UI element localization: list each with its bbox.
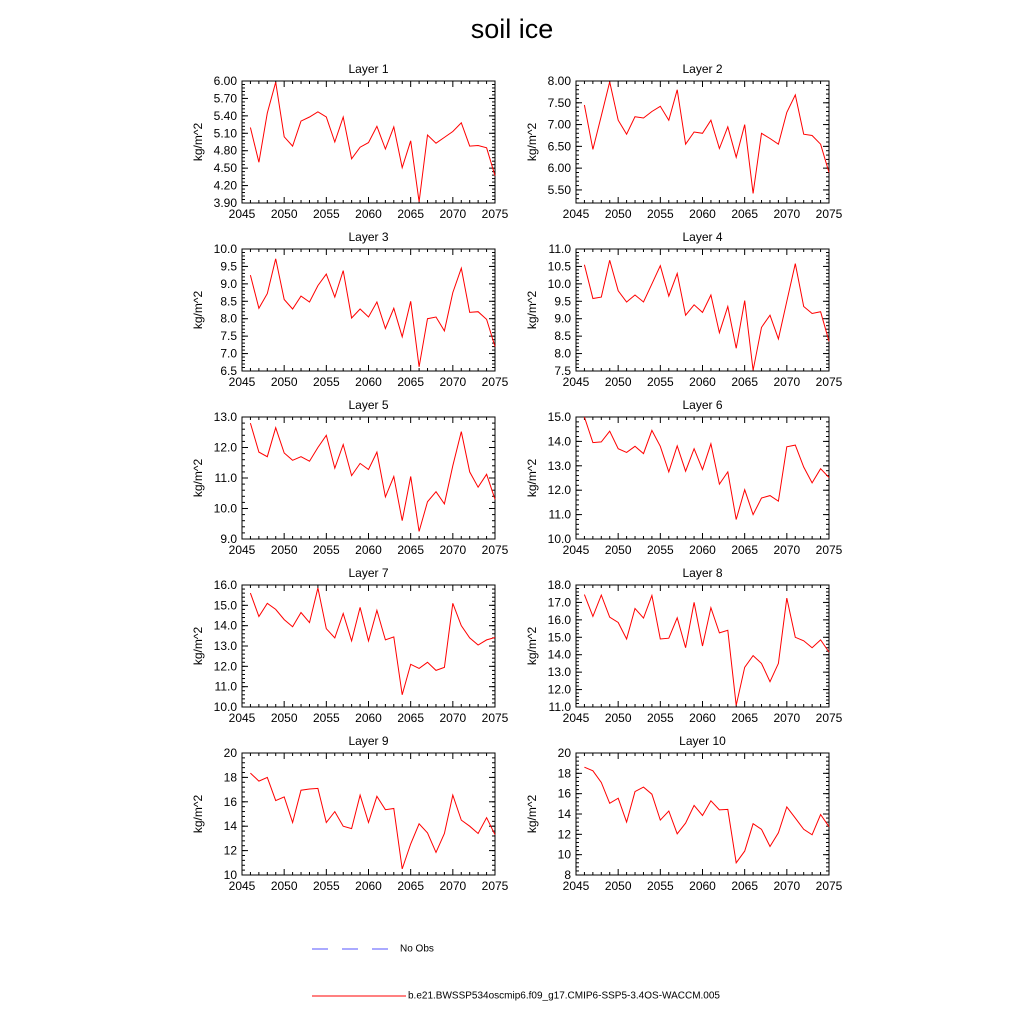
y-axis-label: kg/m^2	[525, 290, 539, 330]
panel-layer-9	[191, 734, 509, 893]
x-tick-label: 2070	[439, 375, 467, 389]
x-tick-label: 2055	[312, 543, 340, 557]
y-tick-label: 11.0	[214, 471, 237, 485]
x-tick-label: 2065	[731, 711, 759, 725]
plot-frame	[576, 249, 829, 371]
x-tick-label: 2060	[689, 879, 716, 893]
y-tick-label: 15.0	[547, 630, 571, 645]
legend-obs-label: No Obs	[400, 943, 434, 955]
y-tick-label: 16.0	[213, 578, 237, 592]
plot-frame	[242, 753, 495, 875]
x-tick-label: 2065	[397, 207, 425, 221]
x-tick-label: 2050	[604, 879, 632, 893]
x-tick-label: 2060	[689, 711, 716, 725]
x-tick-label: 2045	[228, 879, 256, 893]
x-tick-label: 2045	[562, 543, 590, 557]
y-axis-label: kg/m^2	[525, 122, 539, 162]
y-tick-label: 16.0	[547, 612, 571, 627]
x-tick-label: 2050	[270, 207, 298, 221]
y-tick-label: 13.0	[547, 458, 571, 473]
y-tick-label: 14.0	[547, 434, 571, 449]
x-tick-label: 2070	[439, 879, 467, 893]
y-tick-label: 17.0	[547, 595, 571, 610]
x-tick-label: 2055	[646, 543, 674, 557]
x-tick-label: 2050	[270, 543, 298, 557]
legend-model-label: b.e21.BWSSP534oscmip6.f09_g17.CMIP6-SSP5-3.4OS-WACCM.005	[408, 990, 720, 1002]
panel-title: Layer 9	[348, 734, 389, 748]
panel-title: Layer 10	[679, 734, 726, 748]
y-tick-label: 9.0	[220, 532, 237, 546]
y-tick-label: 4.50	[213, 161, 237, 176]
x-tick-label: 2060	[355, 207, 382, 221]
y-tick-label: 14.0	[213, 618, 237, 633]
series-line	[250, 423, 495, 531]
panel-layer-7	[191, 566, 509, 725]
x-tick-label: 2050	[604, 375, 632, 389]
x-tick-label: 2050	[270, 375, 298, 389]
panel-layer-5	[191, 398, 509, 557]
y-tick-label: 12.0	[547, 682, 571, 697]
panel-title: Layer 3	[348, 230, 389, 244]
legend-model-line	[300, 990, 408, 1002]
y-tick-label: 11.0	[548, 507, 571, 522]
y-tick-label: 20	[557, 746, 571, 760]
y-tick-label: 6.50	[547, 139, 571, 154]
series-line	[250, 82, 495, 202]
y-tick-label: 10.5	[547, 259, 571, 274]
y-tick-label: 10	[223, 868, 237, 882]
panel-title: Layer 6	[682, 398, 723, 412]
x-tick-label: 2050	[270, 879, 298, 893]
x-tick-label: 2050	[604, 207, 632, 221]
x-tick-label: 2045	[562, 375, 590, 389]
y-tick-label: 8.0	[554, 346, 571, 361]
y-tick-label: 9.0	[554, 311, 571, 326]
x-tick-label: 2060	[355, 375, 382, 389]
x-tick-label: 2060	[689, 375, 716, 389]
y-axis-label: kg/m^2	[525, 626, 539, 666]
x-tick-label: 2060	[355, 879, 382, 893]
y-tick-label: 8.5	[220, 294, 237, 309]
panel-title: Layer 5	[348, 398, 389, 412]
x-tick-label: 2065	[397, 711, 425, 725]
x-tick-label: 2065	[731, 207, 759, 221]
y-tick-label: 4.20	[213, 178, 237, 193]
y-tick-label: 7.0	[220, 346, 237, 361]
y-tick-label: 11.0	[548, 700, 571, 714]
y-tick-label: 14	[557, 807, 571, 821]
plot-frame	[242, 249, 495, 371]
x-tick-label: 2075	[815, 207, 843, 221]
y-tick-label: 10.0	[213, 242, 237, 256]
x-tick-label: 2075	[815, 375, 843, 389]
y-tick-label: 14.0	[547, 647, 571, 662]
x-tick-label: 2055	[646, 207, 674, 221]
y-tick-label: 8.00	[547, 74, 571, 88]
y-tick-label: 5.70	[213, 91, 237, 106]
y-axis-label: kg/m^2	[191, 626, 205, 666]
x-tick-label: 2050	[270, 711, 298, 725]
series-line	[584, 260, 829, 370]
x-tick-label: 2075	[815, 879, 843, 893]
panel-title: Layer 8	[682, 566, 723, 580]
x-tick-label: 2060	[689, 543, 716, 557]
x-tick-label: 2065	[397, 879, 425, 893]
y-tick-label: 15.0	[547, 410, 571, 424]
x-tick-label: 2060	[355, 711, 382, 725]
y-tick-label: 18	[557, 766, 571, 781]
x-tick-label: 2070	[439, 543, 467, 557]
x-tick-label: 2055	[312, 375, 340, 389]
x-tick-label: 2060	[689, 207, 716, 221]
y-tick-label: 10.0	[213, 700, 237, 714]
x-tick-label: 2065	[397, 543, 425, 557]
panel-layer-3	[191, 230, 509, 389]
y-tick-label: 10.0	[213, 501, 237, 516]
y-tick-label: 20	[223, 746, 237, 760]
x-tick-label: 2050	[604, 711, 632, 725]
panel-layer-10	[525, 734, 843, 893]
x-tick-label: 2045	[228, 543, 256, 557]
panel-title: Layer 1	[348, 62, 389, 76]
y-tick-label: 11.0	[214, 679, 237, 694]
y-axis-label: kg/m^2	[191, 290, 205, 330]
y-tick-label: 8.5	[554, 329, 571, 344]
series-line	[250, 259, 495, 367]
y-axis-label: kg/m^2	[191, 794, 205, 834]
y-tick-label: 13.0	[213, 639, 237, 653]
x-tick-label: 2075	[481, 375, 509, 389]
panel-layer-1	[191, 62, 509, 221]
series-line	[250, 773, 495, 869]
y-axis-label: kg/m^2	[191, 122, 205, 162]
y-tick-label: 6.00	[213, 74, 237, 88]
panel-title: Layer 4	[682, 230, 723, 244]
y-axis-label: kg/m^2	[525, 794, 539, 834]
plot-frame	[576, 753, 829, 875]
y-axis-label: kg/m^2	[191, 458, 205, 498]
y-tick-label: 7.5	[554, 364, 571, 378]
x-tick-label: 2075	[481, 711, 509, 725]
series-line	[584, 767, 829, 863]
panel-layer-6	[525, 398, 843, 557]
plot-frame	[576, 417, 829, 539]
x-tick-label: 2065	[731, 543, 759, 557]
x-tick-label: 2055	[312, 207, 340, 221]
x-tick-label: 2045	[562, 207, 590, 221]
y-tick-label: 14	[223, 819, 237, 834]
y-tick-label: 18	[223, 770, 237, 785]
panel-layer-2	[525, 62, 843, 221]
x-tick-label: 2070	[773, 375, 801, 389]
x-tick-label: 2055	[312, 711, 340, 725]
panel-layer-4	[525, 230, 843, 389]
x-tick-label: 2045	[228, 711, 256, 725]
y-tick-label: 11.0	[548, 242, 571, 256]
figure-title: soil ice	[470, 14, 554, 44]
y-tick-label: 7.00	[547, 117, 571, 132]
legend-obs-line	[300, 943, 400, 955]
y-tick-label: 7.50	[547, 95, 571, 110]
y-tick-label: 5.50	[547, 182, 571, 197]
y-tick-label: 10.0	[547, 532, 571, 546]
x-tick-label: 2075	[481, 879, 509, 893]
y-tick-label: 10.0	[547, 276, 571, 291]
y-tick-label: 3.90	[213, 196, 237, 210]
x-tick-label: 2075	[815, 711, 843, 725]
x-tick-label: 2070	[439, 207, 467, 221]
x-tick-label: 2075	[481, 543, 509, 557]
series-line	[584, 82, 829, 193]
y-tick-label: 5.10	[213, 126, 237, 141]
y-tick-label: 8	[564, 868, 571, 882]
x-tick-label: 2055	[312, 879, 340, 893]
x-tick-label: 2065	[731, 375, 759, 389]
x-tick-label: 2050	[604, 543, 632, 557]
x-tick-label: 2045	[228, 375, 256, 389]
y-tick-label: 13.0	[547, 665, 571, 680]
y-tick-label: 10	[557, 847, 571, 862]
legend-model	[300, 990, 720, 1002]
y-tick-label: 12	[557, 827, 571, 842]
x-tick-label: 2070	[773, 879, 801, 893]
y-tick-label: 13.0	[213, 410, 237, 424]
plot-frame	[242, 585, 495, 707]
panel-title: Layer 2	[682, 62, 723, 76]
x-tick-label: 2070	[773, 711, 801, 725]
series-line	[250, 588, 495, 695]
y-tick-label: 9.5	[554, 294, 571, 309]
x-tick-label: 2070	[773, 543, 801, 557]
x-tick-label: 2065	[731, 879, 759, 893]
y-tick-label: 12	[223, 843, 237, 858]
y-tick-label: 6.00	[547, 161, 571, 176]
panel-layer-8	[525, 566, 843, 725]
x-tick-label: 2065	[397, 375, 425, 389]
y-tick-label: 9.5	[220, 259, 237, 274]
y-tick-label: 9.0	[220, 276, 237, 291]
y-tick-label: 16	[223, 794, 237, 809]
y-tick-label: 12.0	[547, 483, 571, 498]
y-tick-label: 5.40	[213, 108, 237, 123]
panel-title: Layer 7	[348, 566, 389, 580]
y-tick-label: 8.0	[220, 311, 237, 326]
x-tick-label: 2070	[439, 711, 467, 725]
x-tick-label: 2045	[562, 711, 590, 725]
y-tick-label: 4.80	[213, 143, 237, 158]
y-axis-label: kg/m^2	[525, 458, 539, 498]
x-tick-label: 2055	[646, 711, 674, 725]
x-tick-label: 2045	[562, 879, 590, 893]
series-line	[584, 417, 829, 520]
legend-obs	[300, 943, 434, 955]
y-tick-label: 12.0	[213, 440, 237, 455]
series-line	[584, 595, 829, 706]
x-tick-label: 2055	[646, 375, 674, 389]
x-tick-label: 2045	[228, 207, 256, 221]
y-tick-label: 18.0	[547, 578, 571, 592]
x-tick-label: 2075	[815, 543, 843, 557]
y-tick-label: 6.5	[220, 364, 237, 378]
y-tick-label: 16	[557, 786, 571, 801]
y-tick-label: 12.0	[213, 659, 237, 674]
y-tick-label: 15.0	[213, 598, 237, 613]
y-tick-label: 7.5	[220, 329, 237, 344]
x-tick-label: 2055	[646, 879, 674, 893]
x-tick-label: 2060	[355, 543, 382, 557]
x-tick-label: 2075	[481, 207, 509, 221]
x-tick-label: 2070	[773, 207, 801, 221]
plot-frame	[242, 417, 495, 539]
